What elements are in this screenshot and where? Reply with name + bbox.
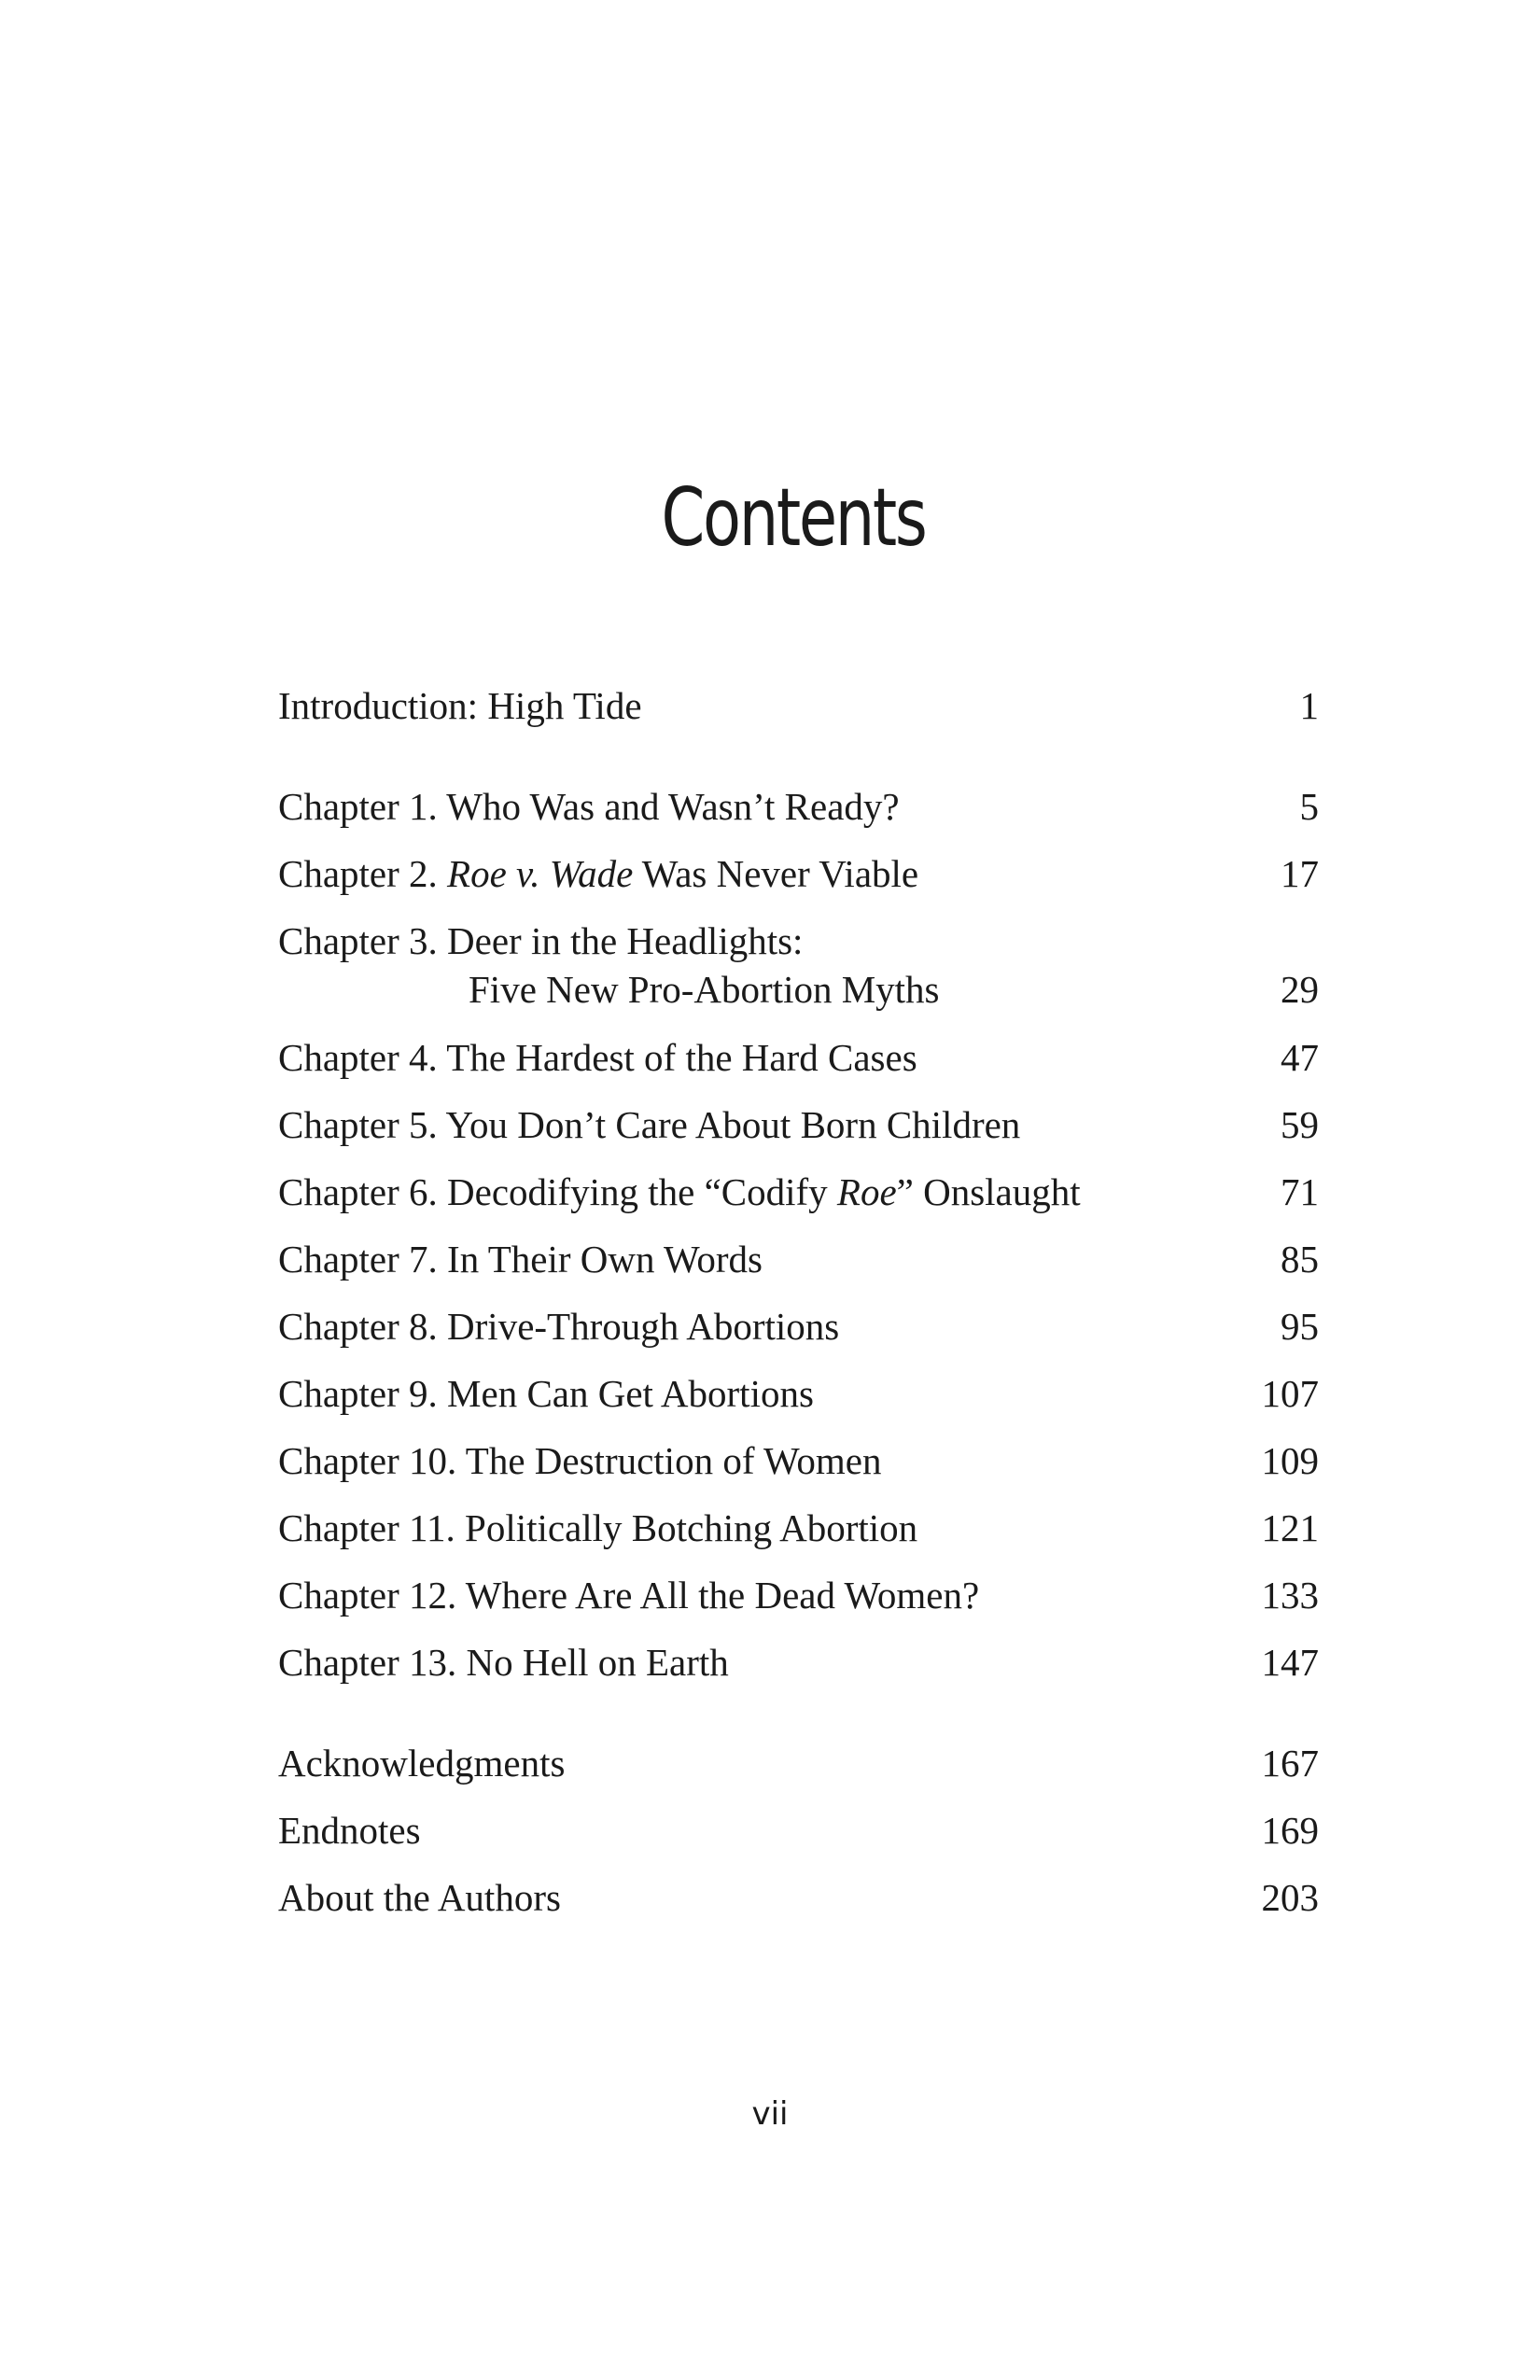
toc-entry-page: 47 bbox=[1281, 1036, 1319, 1079]
toc-entry-page: 1 bbox=[1299, 684, 1319, 727]
italic-text: Roe bbox=[836, 1170, 897, 1213]
toc-entry-label: About the Authors bbox=[278, 1876, 561, 1919]
toc-entry-label: Chapter 3. Deer in the Headlights: bbox=[278, 919, 804, 962]
italic-text: Roe v. Wade bbox=[447, 852, 634, 895]
toc-entry-page: 203 bbox=[1261, 1876, 1319, 1919]
toc-entry-label: Chapter 1. Who Was and Wasn’t Ready? bbox=[278, 785, 900, 828]
toc-entry-page: 121 bbox=[1261, 1506, 1319, 1549]
toc-entry-page: 167 bbox=[1261, 1742, 1319, 1785]
toc-entry-page: 133 bbox=[1261, 1574, 1319, 1617]
toc-entry-label: Chapter 13. No Hell on Earth bbox=[278, 1641, 729, 1684]
page-title: Contents bbox=[661, 471, 926, 565]
toc-entry-label: Chapter 12. Where Are All the Dead Women? bbox=[278, 1574, 980, 1617]
toc-entry-page: 107 bbox=[1261, 1372, 1319, 1415]
toc-entry-label: Introduction: High Tide bbox=[278, 684, 642, 727]
toc-entry-page: 59 bbox=[1281, 1103, 1319, 1146]
toc-entry-label: Chapter 11. Politically Botching Abortion bbox=[278, 1506, 918, 1549]
toc-entry-label: Acknowledgments bbox=[278, 1742, 566, 1785]
toc-entry-label: Chapter 5. You Don’t Care About Born Children bbox=[278, 1103, 1021, 1146]
toc-entry-label: Chapter 8. Drive-Through Abortions bbox=[278, 1305, 840, 1348]
toc-entry-page: 169 bbox=[1261, 1809, 1319, 1852]
toc-entry-page: 147 bbox=[1261, 1641, 1319, 1684]
toc-entry-label-line2: Five New Pro-Abortion Myths bbox=[469, 968, 940, 1011]
toc-entry-page: 29 bbox=[1281, 968, 1319, 1011]
toc-entry-page: 109 bbox=[1261, 1439, 1319, 1482]
toc-entry-label: Chapter 2. Roe v. Wade Was Never Viable bbox=[278, 852, 919, 895]
toc-entry-label: Chapter 6. Decodifying the “Codify Roe” Onslaught bbox=[278, 1170, 1081, 1213]
toc-entry-label: Chapter 10. The Destruction of Women bbox=[278, 1439, 882, 1482]
toc-entry-page: 71 bbox=[1281, 1170, 1319, 1213]
toc-entry-page: 17 bbox=[1281, 852, 1319, 895]
toc-entry-label: Chapter 4. The Hardest of the Hard Cases bbox=[278, 1036, 917, 1079]
toc-entry-page: 95 bbox=[1281, 1305, 1319, 1348]
toc-entry-label: Endnotes bbox=[278, 1809, 421, 1852]
toc-entry-page: 85 bbox=[1281, 1238, 1319, 1281]
toc-entry-label: Chapter 9. Men Can Get Abortions bbox=[278, 1372, 814, 1415]
page-number: vii bbox=[751, 2095, 789, 2133]
toc-entry-page: 5 bbox=[1299, 785, 1319, 828]
toc-entry-label: Chapter 7. In Their Own Words bbox=[278, 1238, 763, 1281]
